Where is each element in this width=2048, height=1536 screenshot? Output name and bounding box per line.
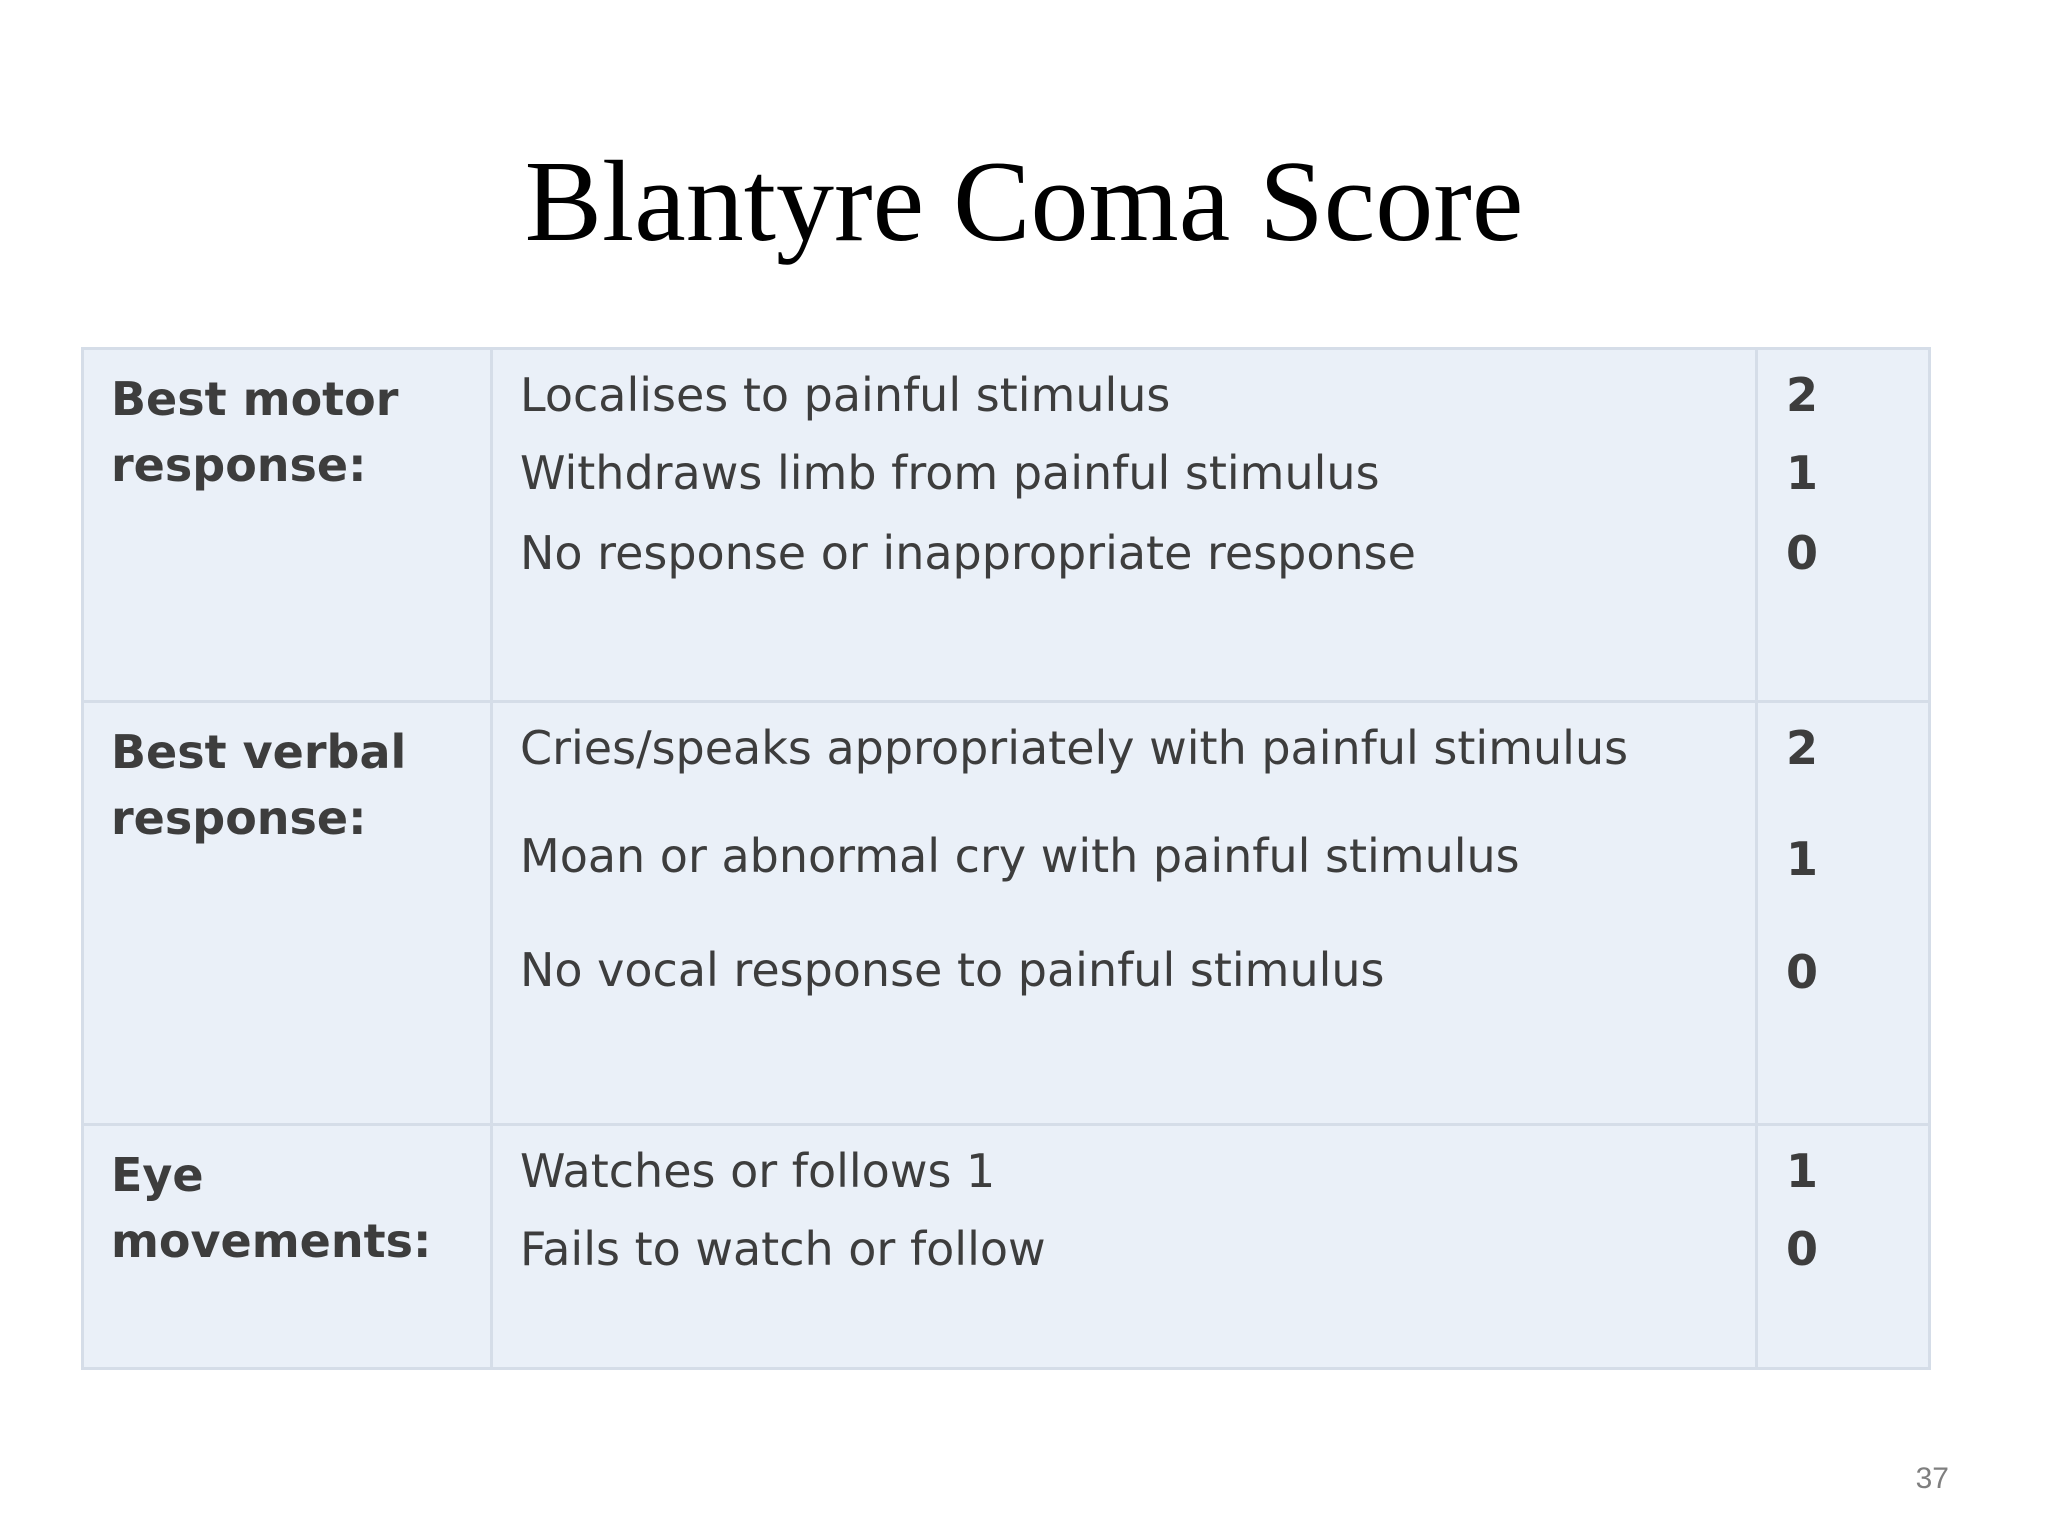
descriptions-cell <box>492 702 1757 1125</box>
description-item: Withdraws limb from painful stimulus <box>520 446 1380 500</box>
description-item: No response or inappropriate response <box>520 526 1416 580</box>
descriptions-cell <box>492 1125 1757 1369</box>
score-value: 0 <box>1786 1222 1819 1276</box>
score-value: 0 <box>1786 526 1819 580</box>
table-row-verbal-response <box>83 702 1930 1125</box>
page-number: 37 <box>1915 1462 1949 1495</box>
score-value: 2 <box>1786 368 1819 422</box>
category-cell: Best verbal response: <box>83 702 492 1125</box>
score-value: 1 <box>1786 832 1819 886</box>
description-item: Watches or follows 1 <box>520 1144 996 1198</box>
blantyre-coma-score-table <box>81 347 1931 1370</box>
description-item: Cries/speaks appropriately with painful stimulus <box>520 721 1629 775</box>
scores-cell <box>1757 702 1930 1125</box>
description-item: No vocal response to painful stimulus <box>520 943 1385 997</box>
score-value: 2 <box>1786 721 1819 775</box>
descriptions-cell <box>492 349 1757 702</box>
scores-cell <box>1757 349 1930 702</box>
description-item: Moan or abnormal cry with painful stimulus <box>520 829 1520 883</box>
category-cell: Eye movements: <box>83 1125 492 1369</box>
score-value: 0 <box>1786 945 1819 999</box>
description-item: Fails to watch or follow <box>520 1222 1046 1276</box>
category-cell: Best motor response: <box>83 349 492 702</box>
table-row-motor-response <box>83 349 1930 702</box>
scores-cell <box>1757 1125 1930 1369</box>
slide-title: Blantyre Coma Score <box>524 138 1524 266</box>
table-row-eye-movements <box>83 1125 1930 1369</box>
description-item: Localises to painful stimulus <box>520 368 1171 422</box>
score-value: 1 <box>1786 1144 1819 1198</box>
score-value: 1 <box>1786 446 1819 500</box>
